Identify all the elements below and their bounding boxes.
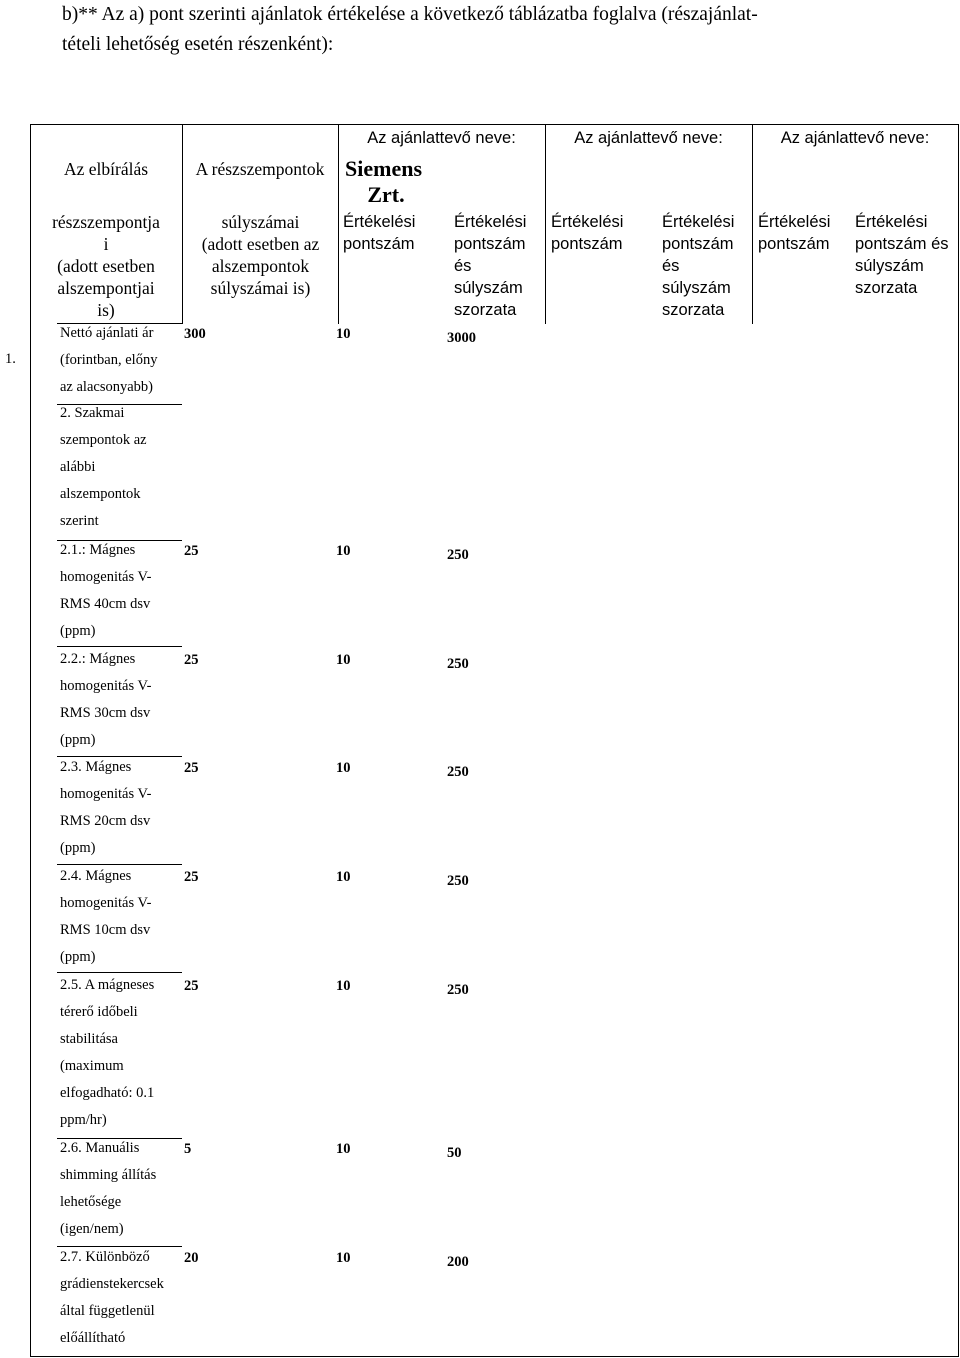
bidder-name-label: Az ajánlattevő neve: (367, 129, 516, 147)
criterion-text-line: Nettó ajánlati ár (60, 325, 154, 341)
table-top-border (30, 124, 959, 125)
header-criteria-title: Az elbírálás (63, 159, 149, 179)
criterion-text-line: RMS 10cm dsv (60, 922, 151, 938)
product-header-line: Értékelési (855, 213, 928, 231)
header-weight-title: A részszempontok (195, 159, 325, 179)
product-value: 50 (447, 1145, 462, 1161)
criterion-text-line: (forintban, előny (60, 352, 158, 368)
score-header-line: Értékelési (758, 213, 831, 231)
score-value: 10 (336, 652, 351, 668)
criterion-text-line: 2.7. Különböző (60, 1249, 150, 1265)
criterion-text-line: homogenitás V- (60, 569, 152, 585)
score-value: 10 (336, 543, 351, 559)
weight-value: 25 (184, 652, 199, 668)
criterion-text-line: (ppm) (60, 732, 96, 748)
product-value: 250 (447, 982, 469, 998)
header-criteria-line: (adott esetben (57, 256, 155, 276)
header-weight-line: súlyszámai (221, 212, 300, 232)
product-header-line: pontszám (662, 235, 734, 253)
criterion-text-line: 2. Szakmai (60, 405, 125, 421)
weight-value: 25 (184, 760, 199, 776)
criterion-text-line: RMS 40cm dsv (60, 596, 151, 612)
header-weight-line: (adott esetben az (201, 234, 320, 254)
score-header-line: pontszám (551, 235, 623, 253)
product-header-line: súlyszám (855, 257, 924, 275)
bidder-1-name: Siemens (345, 156, 422, 181)
product-header-line: szorzata (855, 279, 918, 297)
score-header-line: pontszám (758, 235, 830, 253)
intro-line-1: b)** Az a) pont szerinti ajánlatok értékelése a következő táblázatba foglalva (részajánlat- (62, 4, 758, 25)
product-value: 250 (447, 764, 469, 780)
product-header-line: súlyszám (662, 279, 731, 297)
weight-value: 25 (184, 543, 199, 559)
score-header-line: pontszám (343, 235, 415, 253)
criterion-text-line: 2.3. Mágnes (60, 759, 132, 775)
criterion-text-line: elfogadható: 0.1 (60, 1085, 155, 1101)
product-header-line: pontszám és (855, 235, 949, 253)
weight-value: 20 (184, 1250, 199, 1266)
header-weight-line: alszempontok (211, 256, 310, 276)
criterion-text-line: RMS 30cm dsv (60, 705, 151, 721)
product-value: 200 (447, 1254, 469, 1270)
product-header-line: szorzata (662, 301, 725, 319)
criterion-text-line: stabilitása (60, 1031, 118, 1047)
header-criteria-line: részszempontja (52, 212, 160, 232)
weight-value: 5 (184, 1141, 192, 1157)
criterion-text-line: által függetlenül (60, 1303, 155, 1319)
criterion-text-line: (maximum (60, 1058, 124, 1074)
criterion-text-line: előállítható (60, 1330, 126, 1346)
criterion-text-line: lehetősége (60, 1194, 122, 1210)
product-header-line: Értékelési (662, 213, 735, 231)
header-weight-line: súlyszámai is) (210, 278, 311, 298)
score-header-line: Értékelési (551, 213, 624, 231)
weight-value: 25 (184, 869, 199, 885)
criterion-text-line: shimming állítás (60, 1167, 157, 1183)
criterion-text-line: grádienstekercsek (60, 1276, 164, 1292)
criterion-text-line: szempontok az (60, 432, 147, 448)
bidder-name-label: Az ajánlattevő neve: (780, 129, 930, 147)
product-value: 250 (447, 873, 469, 889)
criterion-text-line: (ppm) (60, 949, 96, 965)
criterion-text-line: 2.2.: Mágnes (60, 651, 136, 667)
weight-value: 300 (184, 326, 206, 342)
table-right-border (958, 124, 959, 1356)
product-header-line: súlyszám (454, 279, 523, 297)
criterion-text-line: térerő időbeli (60, 1004, 138, 1020)
criterion-text-line: 2.4. Mágnes (60, 868, 132, 884)
score-value: 10 (336, 1141, 351, 1157)
criterion-text-line: alábbi (60, 459, 96, 475)
header-criteria-line: is) (97, 300, 115, 320)
score-header-line: Értékelési (343, 213, 416, 231)
criterion-text-line: homogenitás V- (60, 678, 152, 694)
bidder-1-name-suffix: Zrt. (367, 182, 405, 207)
criterion-text-line: 2.6. Manuális (60, 1140, 140, 1156)
product-header-line: Értékelési (454, 213, 527, 231)
product-value: 250 (447, 547, 469, 563)
table-bottom-border (30, 1356, 959, 1357)
header-criteria-line: i (103, 234, 109, 254)
criterion-text-line: homogenitás V- (60, 786, 152, 802)
criterion-text-line: ppm/hr) (60, 1112, 107, 1128)
column-divider (752, 124, 753, 324)
product-header-line: pontszám (454, 235, 526, 253)
criterion-text-line: szerint (60, 513, 99, 529)
column-divider (338, 124, 339, 324)
criterion-text-line: RMS 20cm dsv (60, 813, 151, 829)
score-value: 10 (336, 978, 351, 994)
intro-line-2: tételi lehetőség esetén részenként): (62, 34, 334, 55)
product-value: 250 (447, 656, 469, 672)
bidder-name-label: Az ajánlattevő neve: (574, 129, 723, 147)
header-criteria-line: alszempontjai (57, 278, 155, 298)
column-divider (545, 124, 546, 324)
criterion-text-line: 2.5. A mágneses (60, 977, 155, 993)
score-value: 10 (336, 760, 351, 776)
score-value: 10 (336, 869, 351, 885)
product-header-line: és (662, 257, 680, 275)
score-value: 10 (336, 1250, 351, 1266)
product-header-line: és (454, 257, 472, 275)
criterion-text-line: alszempontok (60, 486, 141, 502)
product-value: 3000 (447, 330, 476, 346)
criterion-text-line: az alacsonyabb) (60, 379, 153, 395)
criterion-text-line: homogenitás V- (60, 895, 152, 911)
criterion-text-line: (ppm) (60, 623, 96, 639)
criterion-text-line: (igen/nem) (60, 1221, 124, 1237)
criterion-text-line: (ppm) (60, 840, 96, 856)
intro-text (62, 0, 942, 60)
row-number: 1. (5, 351, 16, 367)
score-value: 10 (336, 326, 351, 342)
weight-value: 25 (184, 978, 199, 994)
product-header-line: szorzata (454, 301, 517, 319)
criterion-text-line: 2.1.: Mágnes (60, 542, 136, 558)
